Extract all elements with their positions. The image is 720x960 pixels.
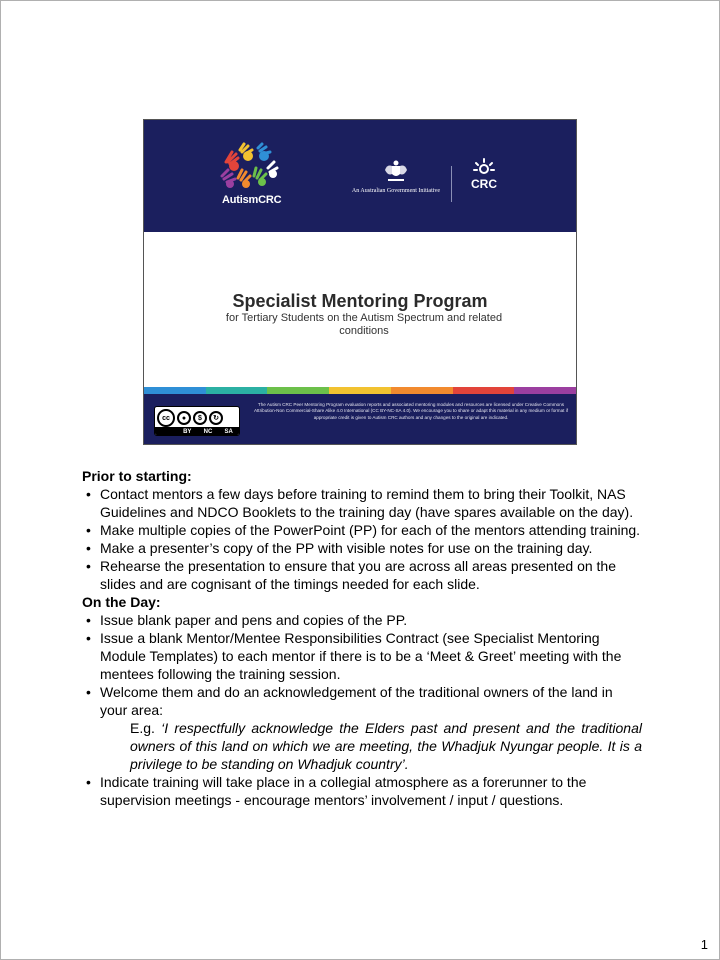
list-item-text: Welcome them and do an acknowledgement of the traditional owners of the land in your area: xyxy=(100,684,613,718)
bullet-icon: • xyxy=(86,774,91,790)
stripe-segment xyxy=(453,387,515,394)
bullet-icon: • xyxy=(86,522,91,538)
bullet-icon: • xyxy=(86,486,91,502)
slide-subtitle: for Tertiary Students on the Autism Spectrum and related conditions xyxy=(225,312,503,337)
creative-commons-badge xyxy=(154,406,240,436)
list-item xyxy=(82,521,642,539)
stripe-segment xyxy=(514,387,576,394)
list-item-text: Indicate training will take place in a collegial atmosphere as a forerunner to the supervision meetings - encourage mentors’ involvement / input / questions. xyxy=(100,774,587,808)
list-item-text: Contact mentors a few days before training to remind them to bring their Toolkit, NAS Guidelines and NDCO Booklets to the training day (have spares available on the day). xyxy=(100,486,634,520)
slide-thumbnail xyxy=(143,119,577,445)
bullet-icon: • xyxy=(86,540,91,556)
attribution-icon: ● xyxy=(177,411,191,425)
list-item-text: Issue a blank Mentor/Mentee Responsibilities Contract (see Specialist Mentoring Module Templates) to each mentor if there is to be a ‘Meet & Greet’ meeting with the mentees following the training session. xyxy=(100,630,622,682)
bullet-icon: • xyxy=(86,630,91,646)
coat-of-arms-icon xyxy=(382,160,410,184)
list-item xyxy=(82,773,642,809)
government-initiative-text: An Australian Government Initiative xyxy=(351,188,441,194)
bullet-icon: • xyxy=(86,558,91,574)
prior-to-starting-heading: Prior to starting: xyxy=(82,468,192,484)
color-stripe xyxy=(144,387,576,394)
crc-sun-icon xyxy=(473,158,495,178)
list-item xyxy=(82,683,642,719)
autism-crc-hands-logo-icon xyxy=(218,142,280,192)
list-item xyxy=(82,557,642,593)
speaker-notes xyxy=(82,467,642,809)
list-item xyxy=(82,629,642,683)
slide-title: Specialist Mentoring Program xyxy=(232,291,488,311)
cc-label: BY xyxy=(183,429,192,435)
acknowledgement-quote xyxy=(82,719,642,773)
list-item-text: Rehearse the presentation to ensure that you are across all areas presented on the slides and are cognisant of the timings needed for each slide. xyxy=(100,558,616,592)
autism-crc-logo-text: AutismCRC xyxy=(222,194,282,206)
australian-government-logo xyxy=(336,160,456,194)
cc-label: NC xyxy=(203,429,213,435)
quote-prefix: E.g. xyxy=(130,720,155,736)
bullet-icon: • xyxy=(86,684,91,700)
logo-divider xyxy=(451,166,452,202)
page-number: 1 xyxy=(700,937,708,952)
stripe-segment xyxy=(391,387,453,394)
non-commercial-icon: $ xyxy=(193,411,207,425)
cc-icon: cc xyxy=(157,409,175,427)
crc-logo-text: CRC xyxy=(471,177,497,191)
crc-logo xyxy=(466,158,502,190)
list-item xyxy=(82,611,642,629)
list-item-text: Issue blank paper and pens and copies of the PP. xyxy=(100,612,408,628)
list-item-text: Make multiple copies of the PowerPoint (PP) for each of the mentors attending training. xyxy=(100,522,641,538)
quote-text: ‘I respectfully acknowledge the Elders past and present and the traditional owners of this land on which we are meeting, the Whadjuk Nyungar people. It is a privilege to be standing on Whadjuk country’. xyxy=(130,720,642,772)
share-alike-icon: ↻ xyxy=(209,411,223,425)
license-text: The Autism CRC Peer Mentoring Program evaluation reports and associated mentoring modules and resources are licensed under Creative Commons Attribution-Non Commercial-Share Alike 4.0 International (CC BY-NC-SA 4.0). We encourage you to share or adapt this material in any medium or format if appropriate credit is given to Autism CRC authors and any changes to the original are indicated. xyxy=(253,402,569,420)
list-item xyxy=(82,485,642,521)
list-item xyxy=(82,539,642,557)
list-item-text: Make a presenter’s copy of the PP with visible notes for use on the training day. xyxy=(100,540,593,556)
stripe-segment xyxy=(144,387,206,394)
bullet-icon: • xyxy=(86,612,91,628)
stripe-segment xyxy=(329,387,391,394)
stripe-segment xyxy=(267,387,329,394)
on-the-day-heading: On the Day: xyxy=(82,594,161,610)
stripe-segment xyxy=(206,387,268,394)
cc-label: SA xyxy=(224,429,233,435)
